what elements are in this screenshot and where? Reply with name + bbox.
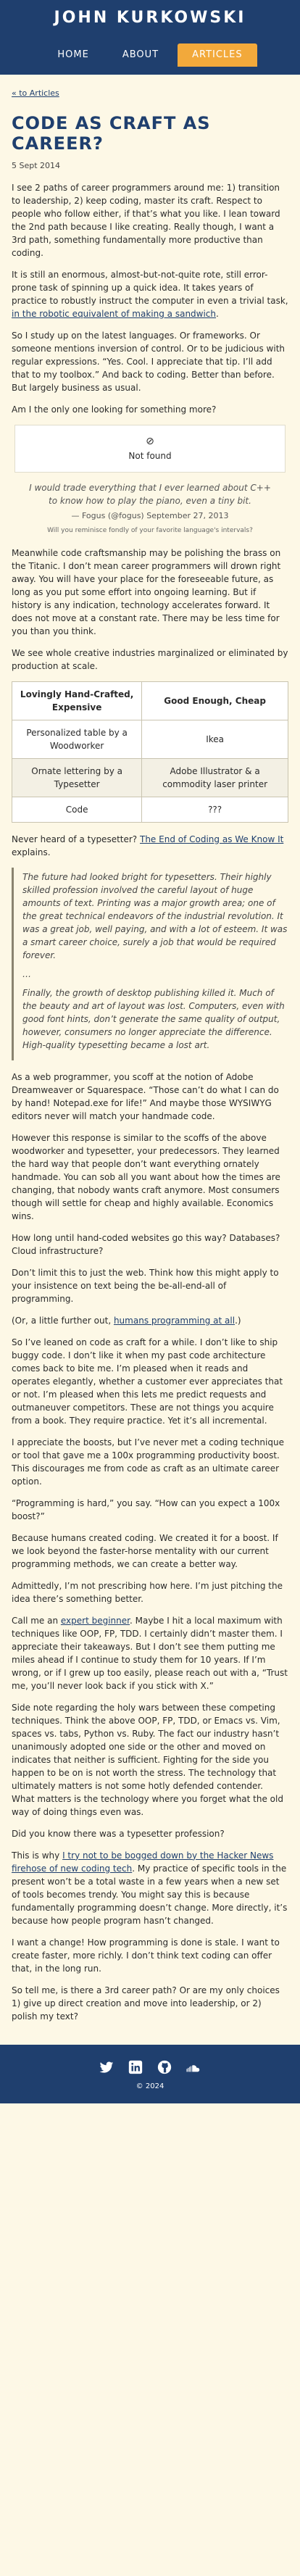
humans-programming-link[interactable]: humans programming at all [113, 1315, 236, 1326]
sandwich-link[interactable]: in the robotic equivalent of making a sandwich [12, 308, 217, 319]
text: This is why [12, 1850, 63, 1861]
text: Never heard of a typesetter? [12, 834, 140, 844]
paragraph: As a web programmer, you scoff at the notion of Adobe Dreamweaver or Squarespace. “Those can’t do what I can do by hand! Notepad.exe for life!” And maybe those WYSIWYG editors never will match your handmade code. [12, 1071, 279, 1121]
text: explains. [12, 847, 51, 857]
tweet-quote: I would trade everything that I ever learned about C++ to know how to play the piano, even a tiny bit. [29, 482, 271, 506]
paragraph [12, 1614, 288, 1692]
social-links [0, 2059, 300, 2075]
comparison-table [12, 681, 288, 823]
embed-text: Not found [128, 451, 172, 462]
table-cell: Adobe Illustrator & a commodity laser printer [142, 758, 288, 797]
table-row [12, 758, 288, 797]
text: Call me an [12, 1615, 61, 1626]
table-header: Good Enough, Cheap [142, 681, 288, 720]
nav-home[interactable]: HOME [57, 49, 89, 60]
paragraph: So I study up on the latest languages. Or frameworks. Or someone mentions inversion of control. Or to be judicious with regular expressions. “Yes. Cool. I appreciate that tip. I’ll add that to my toolbox.” And back to coding. Better than before. But largely business as usual. [12, 330, 286, 393]
table-header: Lovingly Hand-Crafted, Expensive [12, 681, 142, 720]
paragraph: Don’t limit this to just the web. Think how this might apply to your insistence on text being the be-all-end-all of programming. [12, 1267, 279, 1304]
soundcloud-icon[interactable] [186, 2059, 201, 2075]
back-to-articles-link[interactable]: « to Articles [12, 88, 59, 98]
paragraph: Did you know there was a typesetter profession? [12, 1828, 225, 1839]
main-nav [0, 43, 300, 67]
text: . Maybe I hit a local maximum with techniques like OOP, FP, TDD. I certainly didn’t master them. I appreciate their takeaways. But I don’t see them putting me miles ahead if I continue to study them for 10 years. If I’m wrong, or if I grew up too easily, please reach out with a, “Trust me, you’ll never look back if you stick with X.” [12, 1615, 288, 1691]
table-cell: Code [12, 797, 142, 822]
tweet-attribution[interactable]: — Fogus (@fogus) September 27, 2013 [71, 510, 229, 520]
site-title[interactable]: JOHN KURKOWSKI [54, 9, 246, 27]
text: .) [235, 1315, 241, 1326]
paragraph: Am I the only one looking for something more? [12, 404, 217, 415]
warning-icon: ⊘ [146, 436, 154, 448]
linkedin-icon[interactable] [128, 2059, 143, 2075]
paragraph: Because humans created coding. We created it for a boost. If we look beyond the faster-horse mentality with our current programming methods, we can create a better way. [12, 1532, 278, 1569]
hacker-news-link[interactable]: I try not to be bogged down by the Hacker News firehose of new coding tech [12, 1850, 274, 1874]
page-title: CODE AS CRAFT AS CAREER? [12, 112, 211, 154]
table-cell: ??? [142, 797, 288, 822]
paragraph: So tell me, is there a 3rd career path? Or are my only choices 1) give up direct creation and move into leadership, or 2) polish my text? [12, 1985, 280, 2022]
twitter-icon[interactable] [99, 2059, 114, 2075]
article [0, 75, 300, 2039]
paragraph: So I’ve leaned on code as craft for a while. I don’t like to ship buggy code. I don’t like it when my past code architecture comes back to bite me. I’m pleased when it reads and operates elegantly, whether a customer ever appreciates that or not. I’m pleased when this lets me predict requests and outmaneuver competitors. These are not things you acquire from a book. They require practice. Yet it’s all incremental. [12, 1337, 283, 1426]
tweet-caption: Will you reminisce fondly of your favorite language's intervals? [47, 527, 253, 535]
text: It is still an enormous, almost-but-not-quite rote, still error-prone task of spinning up a quick idea. It takes years of practice to robustly instruct the computer in even a trivial task, [12, 269, 288, 306]
paragraph: I appreciate the boosts, but I’ve never met a coding technique or tool that gave me a 100x programming productivity boost. This discourages me from code as craft as an ultimate career option. [12, 1437, 284, 1487]
paragraph [12, 1314, 288, 1327]
embed-not-found [14, 425, 286, 473]
nav-about[interactable]: ABOUT [122, 49, 159, 60]
site-footer [0, 2045, 300, 2103]
paragraph: “Programming is hard,” you say. “How can you expect a 100x boost?” [12, 1497, 280, 1521]
paragraph: Side note regarding the holy wars between these competing techniques. Think the above OOP, FP, TDD, or Emacs vs. Vim, spaces vs. tabs, Python vs. Ruby. The fact our industry hasn’t unanimously adopted one side or the other and moved on indicates that neither is sufficient. Fighting for the side you happen to be on is not worth the stress. The technology that ultimately matters is not some hotly defended contender. What matters is the technology where you forget what the old way of doing things even was. [12, 1702, 283, 1817]
expert-beginner-link[interactable]: expert beginner [60, 1615, 130, 1626]
paragraph: Admittedly, I’m not prescribing how here. I’m just pitching the idea there’s something better. [12, 1580, 283, 1604]
site-header [0, 0, 300, 75]
quote-paragraph: The future had looked bright for typesetters. Their highly skilled profession involved the careful layout of huge amounts of text. Printing was a major growth area; one of the great technical endeavors of the industrial revolution. It was a great job, well paying, and with a lot of esteem. It was a smart career choice, surely a job that would be required forever. [22, 871, 288, 960]
table-row [12, 797, 288, 822]
text: . My practice of specific tools in the present won’t be a total waste in a few years when a new set of tools becomes trendy. You might say this is because fundamentally programming doesn’t change. More directly, it’s because how people program hasn’t changed. [12, 1863, 288, 1926]
table-cell: Personalized table by a Woodworker [12, 720, 142, 758]
paragraph [12, 268, 288, 320]
quote-ellipsis: … [22, 968, 31, 979]
end-of-coding-link[interactable]: The End of Coding as We Know It [140, 834, 284, 844]
text: (Or, a little further out, [12, 1315, 114, 1326]
text: . [216, 308, 219, 319]
paragraph: How long until hand-coded websites go this way? Databases? Cloud infrastructure? [12, 1232, 280, 1256]
paragraph [12, 833, 288, 859]
paragraph: We see whole creative industries marginalized or eliminated by production at scale. [12, 647, 288, 671]
quote-paragraph: Finally, the growth of desktop publishing killed it. Much of the beauty and art of layout was lost. Computers, even with good font hints, don’t generate the same quality of output, however, consumers no longer appreciate the difference. High-quality typesetting became a lost art. [22, 987, 285, 1050]
nav-articles[interactable]: ARTICLES [178, 43, 257, 67]
typesetter-quote [12, 868, 288, 1060]
post-date: 5 Sept 2014 [12, 161, 61, 171]
table-cell: Ikea [142, 720, 288, 758]
paragraph: However this response is similar to the scoffs of the above woodworker and typesetter, your predecessors. They learned the hard way that people don’t want everything ornately handmade. You can sob all you want about how the times are changing, that nobody wants craft anymore. Most consumers though will settle for cheap and highly available. Economics wins. [12, 1132, 280, 1221]
paragraph: Meanwhile code craftsmanship may be polishing the brass on the Titanic. I don’t mean career programmers will drown right away. You will have your place for the foreseeable future, as long as you put some effort into ongoing learning. But if history is any indication, technology accelerates forward. It does not move at a constant rate. There may be less time for you than you think. [12, 547, 281, 636]
paragraph: I see 2 paths of career programmers around me: 1) transition to leadership, 2) keep coding, master its craft. Respect to people who follow either, if that’s what you like. I lean toward the 2nd path because I like creating. Really though, I want a 3rd path, something fundamentally more productive than coding. [12, 182, 280, 258]
table-row [12, 720, 288, 758]
paragraph: I want a change! How programming is done is stale. I want to create faster, more richly. I don’t think text coding can offer that, in the long run. [12, 1937, 280, 1974]
table-header-row [12, 681, 288, 720]
copyright: © 2024 [136, 2082, 164, 2090]
table-cell: Ornate lettering by a Typesetter [12, 758, 142, 797]
github-icon[interactable] [157, 2059, 172, 2075]
paragraph [12, 1849, 288, 1927]
